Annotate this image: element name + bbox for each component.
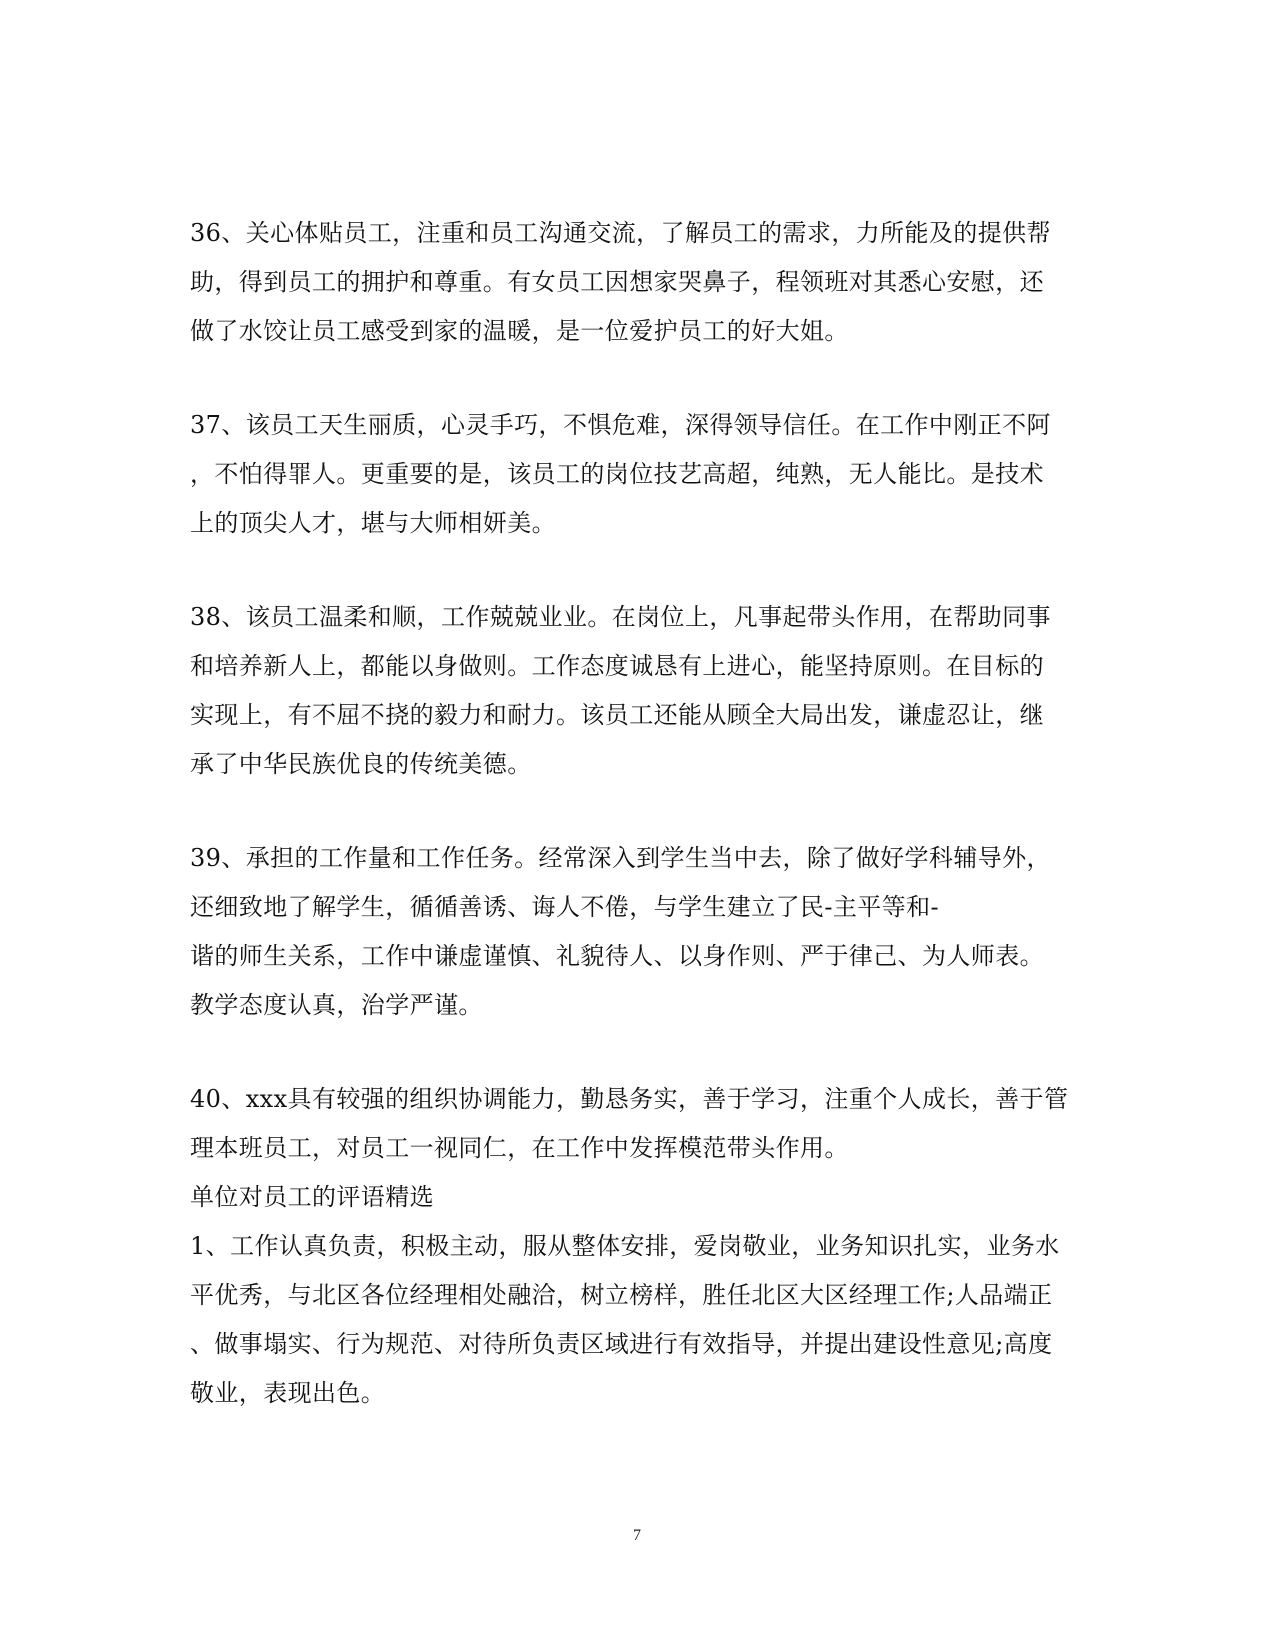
paragraph-line: 36、关心体贴员工，注重和员工沟通交流，了解员工的需求，力所能及的提供帮 (190, 219, 1051, 247)
paragraph-line: ，不怕得罪人。更重要的是，该员工的岗位技艺高超，纯熟，无人能比。是技术 (190, 460, 1044, 488)
paragraph-line: 1、工作认真负责，积极主动，服从整体安排，爱岗敬业，业务知识扎实，业务水 (190, 1232, 1060, 1260)
paragraph-line: 做了水饺让员工感受到家的温暖，是一位爱护员工的好大姐。 (190, 317, 849, 345)
paragraph-40 (190, 1075, 1080, 1173)
paragraph-line: 还细致地了解学生，循循善诱、诲人不倦，与学生建立了民-主平等和- (190, 893, 940, 921)
paragraph-line: 谐的师生关系，工作中谦虚谨慎、礼貌待人、以身作则、严于律己、为人师表。 (190, 942, 1044, 970)
paragraph-1 (190, 1222, 1080, 1418)
section-heading-text: 单位对员工的评语精选 (190, 1183, 434, 1211)
paragraph-line: 38、该员工温柔和顺，工作兢兢业业。在岗位上，凡事起带头作用，在帮助同事 (190, 603, 1051, 631)
paragraph-line: 理本班员工，对员工一视同仁，在工作中发挥模范带头作用。 (190, 1134, 849, 1162)
paragraph-38 (190, 593, 1080, 789)
paragraph-line: 承了中华民族优良的传统美德。 (190, 750, 532, 778)
paragraph-line: 和培养新人上，都能以身做则。工作态度诚恳有上进心，能坚持原则。在目标的 (190, 652, 1044, 680)
paragraph-line: 37、该员工天生丽质，心灵手巧，不惧危难，深得领导信任。在工作中刚正不阿 (190, 411, 1051, 439)
section-heading (190, 1173, 1080, 1222)
paragraph-line: 平优秀，与北区各位经理相处融洽，树立榜样，胜任北区大区经理工作;人品端正 (190, 1281, 1053, 1309)
paragraph-line: 敬业，表现出色。 (190, 1379, 386, 1407)
paragraph-line: 、做事塌实、行为规范、对待所负责区域进行有效指导，并提出建设性意见;高度 (190, 1330, 1053, 1358)
document-body (190, 209, 1080, 1418)
paragraph-line: 40、xxx具有较强的组织协调能力，勤恳务实，善于学习，注重个人成长，善于管 (190, 1085, 1069, 1113)
page-number: 7 (633, 1527, 641, 1544)
paragraph-39 (190, 834, 1080, 1030)
paragraph-line: 助，得到员工的拥护和尊重。有女员工因想家哭鼻子，程领班对其悉心安慰，还 (190, 268, 1044, 296)
paragraph-line: 上的顶尖人才，堪与大师相妍美。 (190, 509, 556, 537)
paragraph-line: 教学态度认真，治学严谨。 (190, 991, 483, 1019)
paragraph-37 (190, 401, 1080, 548)
paragraph-36 (190, 209, 1080, 356)
paragraph-line: 实现上，有不屈不挠的毅力和耐力。该员工还能从顾全大局出发，谦虚忍让，继 (190, 701, 1044, 729)
paragraph-line: 39、承担的工作量和工作任务。经常深入到学生当中去，除了做好学科辅导外， (190, 844, 1051, 872)
